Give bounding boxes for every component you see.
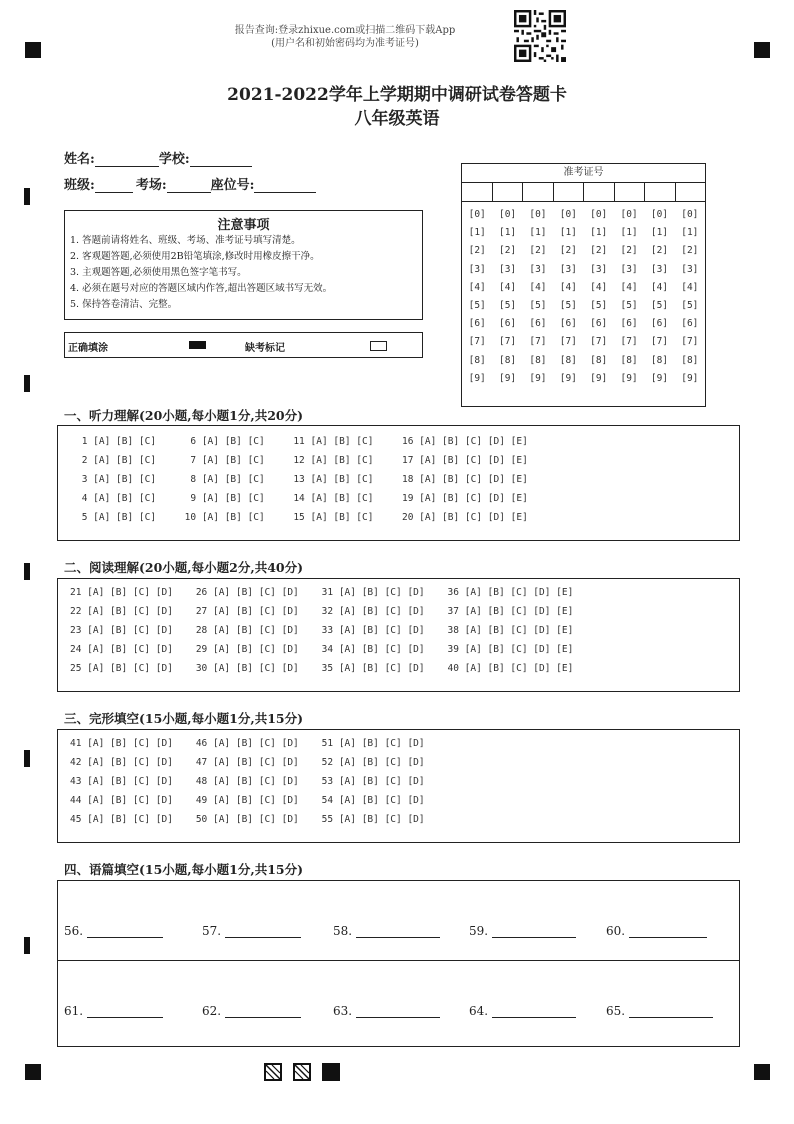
answer-row[interactable]: 44 [A] [B] [C] [D] 49 [A] [B] [C] [D] 54 [A] [B] [C] [D] [70, 795, 425, 806]
question-number: 56. [64, 924, 84, 938]
fill-in-answer-box [57, 880, 740, 1047]
exam-id-bubble[interactable]: [9] [650, 372, 669, 384]
exam-id-column [523, 206, 553, 406]
timing-mark [24, 188, 30, 205]
fill-in-item[interactable] [202, 924, 301, 938]
exam-id-cell[interactable] [615, 183, 646, 201]
question-number: 59. [469, 924, 489, 938]
exam-id-bubble[interactable]: [5] [620, 300, 638, 312]
answer-line[interactable] [87, 1005, 163, 1018]
exam-id-bubble[interactable]: [9] [529, 372, 547, 384]
answer-line[interactable] [225, 925, 301, 938]
fill-in-item[interactable] [469, 924, 576, 938]
exam-id-column [675, 206, 705, 406]
exam-id-bubble[interactable]: [2] [681, 245, 699, 257]
seat-label: 座位号: [210, 178, 255, 193]
exam-id-bubble[interactable]: [7] [650, 336, 669, 348]
section-title-cloze: 三、完形填空(15小题,每小题1分,共15分) [64, 711, 304, 726]
exam-id-bubble[interactable]: [4] [681, 281, 699, 293]
exam-id-cell[interactable] [554, 183, 585, 201]
answer-row[interactable]: 45 [A] [B] [C] [D] 50 [A] [B] [C] [D] 55 [A] [B] [C] [D] [70, 814, 425, 825]
exam-id-cell[interactable] [584, 183, 615, 201]
exam-id-column [644, 206, 674, 406]
answer-row[interactable]: 21 [A] [B] [C] [D] 26 [A] [B] [C] [D] 31 [A] [B] [C] [D] 36 [A] [B] [C] [D] [E] [70, 587, 574, 598]
exam-id-bubble[interactable]: [7] [681, 336, 699, 348]
answer-row[interactable]: 2 [A] [B] [C] 7 [A] [B] [C] 12 [A] [B] [C] 17 [A] [B] [C] [D] [E] [76, 455, 528, 466]
exam-id-bubble[interactable]: [0] [498, 209, 517, 220]
student-info-row2 [64, 174, 316, 193]
answer-row[interactable]: 41 [A] [B] [C] [D] 46 [A] [B] [C] [D] 51 [A] [B] [C] [D] [70, 738, 425, 749]
registration-mark [754, 1064, 770, 1080]
fill-in-divider [57, 960, 740, 961]
exam-id-bubble[interactable]: [8] [468, 354, 486, 366]
exam-id-cell[interactable] [493, 183, 524, 201]
exam-id-bubble[interactable]: [6] [681, 318, 699, 330]
school-label: 学校: [158, 152, 190, 167]
page-title: 2021-2022学年上学期期中调研试卷答题卡 [227, 85, 567, 105]
exam-id-column [614, 206, 644, 406]
fill-in-item[interactable] [64, 924, 163, 938]
exam-id-bubble[interactable]: [0] [650, 209, 669, 220]
notice-item: 4. 必须在题号对应的答题区域内作答,超出答题区域书写无效。 [70, 283, 333, 294]
report-query-line1: 报告查询:登录zhixue.com或扫描二维码下载App [234, 25, 456, 36]
exam-id-bubbles [462, 202, 705, 406]
exam-id-bubble[interactable]: [9] [620, 372, 638, 384]
exam-id-bubble[interactable]: [7] [529, 336, 547, 348]
section-title-reading: 二、阅读理解(20小题,每小题2分,共40分) [64, 560, 304, 575]
seat-field[interactable] [254, 179, 316, 193]
notice-item: 2. 客观题答题,必须使用2B铅笔填涂,修改时用橡皮擦干净。 [70, 251, 320, 262]
answer-row[interactable]: 3 [A] [B] [C] 8 [A] [B] [C] 13 [A] [B] [C] 18 [A] [B] [C] [D] [E] [76, 474, 528, 485]
exam-id-write-cells [462, 183, 705, 202]
exam-id-bubble[interactable]: [0] [620, 209, 638, 220]
correct-fill-sample [189, 341, 206, 349]
answer-line[interactable] [356, 1005, 440, 1018]
question-number: 58. [333, 924, 353, 938]
fill-in-item[interactable] [333, 1004, 440, 1018]
timing-mark [24, 937, 30, 954]
exam-id-column [553, 206, 583, 406]
exam-id-bubble[interactable]: [3] [650, 263, 669, 275]
exam-room-label: 考场: [135, 178, 167, 193]
exam-id-bubble[interactable]: [6] [590, 318, 608, 330]
exam-id-bubble[interactable]: [9] [559, 372, 577, 384]
fill-legend [64, 332, 423, 358]
exam-id-table [461, 163, 706, 407]
exam-id-bubble[interactable]: [2] [559, 245, 577, 257]
absent-mark-checkbox[interactable] [370, 341, 387, 351]
notice-title: 注意事项 [217, 218, 270, 233]
exam-id-bubble[interactable]: [8] [498, 354, 517, 366]
exam-id-bubble[interactable]: [0] [529, 209, 547, 220]
fill-in-item[interactable] [202, 1004, 301, 1018]
exam-id-bubble[interactable]: [0] [590, 209, 608, 220]
exam-id-bubble[interactable]: [4] [590, 281, 608, 293]
exam-id-bubble[interactable]: [2] [590, 245, 608, 257]
exam-id-bubble[interactable]: [1] [681, 227, 699, 239]
exam-id-bubble[interactable]: [6] [529, 318, 547, 330]
qr-code-icon [514, 10, 566, 62]
notice-item: 3. 主观题答题,必须使用黑色签字笔书写。 [70, 267, 247, 278]
registration-mark [25, 1064, 41, 1080]
exam-id-bubble[interactable]: [3] [681, 263, 699, 275]
answer-row[interactable]: 23 [A] [B] [C] [D] 28 [A] [B] [C] [D] 33 [A] [B] [C] [D] 38 [A] [B] [C] [D] [E] [70, 625, 574, 636]
exam-id-bubble[interactable]: [3] [468, 263, 486, 275]
school-field[interactable] [190, 153, 252, 167]
exam-id-bubble[interactable]: [1] [559, 227, 577, 239]
exam-id-label: 准考证号 [462, 164, 705, 183]
exam-id-bubble[interactable]: [3] [559, 263, 577, 275]
exam-id-bubble[interactable]: [3] [620, 263, 638, 275]
exam-id-bubble[interactable]: [5] [559, 300, 577, 312]
answer-row[interactable]: 1 [A] [B] [C] 6 [A] [B] [C] 11 [A] [B] [C] 16 [A] [B] [C] [D] [E] [76, 436, 528, 447]
exam-id-bubble[interactable]: [1] [468, 227, 486, 239]
answer-row[interactable]: 4 [A] [B] [C] 9 [A] [B] [C] 14 [A] [B] [C] 19 [A] [B] [C] [D] [E] [76, 493, 528, 504]
exam-id-bubble[interactable]: [8] [650, 354, 669, 366]
answer-line[interactable] [356, 925, 440, 938]
exam-id-bubble[interactable]: [5] [590, 300, 608, 312]
answer-line[interactable] [492, 1005, 576, 1018]
notice-box [64, 210, 423, 320]
page-code-hatched-icon [264, 1063, 282, 1081]
fill-in-item[interactable] [606, 1004, 713, 1018]
exam-id-bubble[interactable]: [5] [681, 300, 699, 312]
exam-id-bubble[interactable]: [8] [529, 354, 547, 366]
registration-mark [754, 42, 770, 58]
student-info-row1 [64, 148, 252, 167]
exam-id-bubble[interactable]: [6] [468, 318, 486, 330]
exam-id-column [584, 206, 614, 406]
exam-id-column [462, 206, 492, 406]
question-number: 63. [333, 1004, 353, 1018]
exam-id-bubble[interactable]: [2] [468, 245, 486, 257]
exam-id-bubble[interactable]: [8] [620, 354, 638, 366]
answer-line[interactable] [225, 1005, 301, 1018]
exam-id-bubble[interactable]: [4] [559, 281, 577, 293]
question-number: 61. [64, 1004, 84, 1018]
answer-line[interactable] [492, 925, 576, 938]
exam-id-bubble[interactable]: [1] [650, 227, 669, 239]
answer-line[interactable] [87, 925, 163, 938]
exam-id-bubble[interactable]: [9] [681, 372, 699, 384]
page-subtitle: 八年级英语 [354, 109, 440, 129]
exam-id-bubble[interactable]: [7] [559, 336, 577, 348]
exam-id-bubble[interactable]: [7] [590, 336, 608, 348]
exam-id-bubble[interactable]: [2] [498, 245, 517, 257]
exam-id-bubble[interactable]: [3] [590, 263, 608, 275]
exam-id-bubble[interactable]: [2] [529, 245, 547, 257]
page-code-solid-mark [322, 1063, 340, 1081]
exam-id-bubble[interactable]: [4] [498, 281, 517, 293]
answer-row[interactable]: 25 [A] [B] [C] [D] 30 [A] [B] [C] [D] 35 [A] [B] [C] [D] 40 [A] [B] [C] [D] [E] [70, 663, 574, 674]
exam-id-bubble[interactable]: [9] [590, 372, 608, 384]
fill-in-item[interactable] [606, 924, 707, 938]
fill-in-item[interactable] [469, 1004, 576, 1018]
exam-id-bubble[interactable]: [5] [650, 300, 669, 312]
question-number: 64. [469, 1004, 489, 1018]
exam-id-bubble[interactable]: [9] [498, 372, 517, 384]
exam-id-bubble[interactable]: [4] [468, 281, 486, 293]
section-title-listening: 一、听力理解(20小题,每小题1分,共20分) [64, 408, 304, 423]
report-query-line2: (用户名和初始密码均为准考证号) [271, 38, 419, 49]
exam-id-bubble[interactable]: [3] [498, 263, 517, 275]
exam-id-cell[interactable] [523, 183, 554, 201]
timing-mark [24, 750, 30, 767]
fill-in-item[interactable] [64, 1004, 163, 1018]
fill-in-item[interactable] [333, 924, 440, 938]
exam-id-bubble[interactable]: [7] [620, 336, 638, 348]
timing-mark [24, 375, 30, 392]
registration-mark [25, 42, 41, 58]
question-number: 57. [202, 924, 222, 938]
exam-id-bubble[interactable]: [4] [650, 281, 669, 293]
page-code-hatched-icon [293, 1063, 311, 1081]
exam-id-bubble[interactable]: [7] [468, 336, 486, 348]
exam-id-bubble[interactable]: [1] [498, 227, 517, 239]
exam-id-cell[interactable] [645, 183, 676, 201]
exam-id-bubble[interactable]: [1] [620, 227, 638, 239]
report-query-info [200, 24, 490, 50]
exam-id-bubble[interactable]: [6] [620, 318, 638, 330]
class-label: 班级: [64, 178, 95, 193]
exam-room-field[interactable] [167, 179, 211, 193]
exam-id-bubble[interactable]: [8] [681, 354, 699, 366]
exam-id-bubble[interactable]: [2] [620, 245, 638, 257]
notice-item: 5. 保持答卷清洁、完整。 [70, 299, 178, 310]
exam-id-bubble[interactable]: [8] [559, 354, 577, 366]
section-title-fill-in: 四、语篇填空(15小题,每小题1分,共15分) [64, 862, 304, 877]
exam-id-bubble[interactable]: [6] [498, 318, 517, 330]
answer-row[interactable]: 22 [A] [B] [C] [D] 27 [A] [B] [C] [D] 32 [A] [B] [C] [D] 37 [A] [B] [C] [D] [E] [70, 606, 574, 617]
exam-id-bubble[interactable]: [1] [590, 227, 608, 239]
exam-id-bubble[interactable]: [8] [590, 354, 608, 366]
question-number: 65. [606, 1004, 626, 1018]
answer-row[interactable]: 42 [A] [B] [C] [D] 47 [A] [B] [C] [D] 52 [A] [B] [C] [D] [70, 757, 425, 768]
exam-id-bubble[interactable]: [5] [468, 300, 486, 312]
correct-fill-label: 正确填涂 [68, 343, 108, 354]
exam-id-bubble[interactable]: [1] [529, 227, 547, 239]
exam-id-bubble[interactable]: [4] [620, 281, 638, 293]
answer-row[interactable]: 5 [A] [B] [C] 10 [A] [B] [C] 15 [A] [B] [C] 20 [A] [B] [C] [D] [E] [76, 512, 528, 523]
timing-mark [24, 563, 30, 580]
name-field[interactable] [95, 153, 159, 167]
question-number: 62. [202, 1004, 222, 1018]
question-number: 60. [606, 924, 626, 938]
exam-id-bubble[interactable]: [5] [529, 300, 547, 312]
absent-mark-label: 缺考标记 [245, 343, 285, 354]
exam-id-bubble[interactable]: [4] [529, 281, 547, 293]
exam-id-cell[interactable] [676, 183, 706, 201]
exam-id-bubble[interactable]: [6] [559, 318, 577, 330]
notice-item: 1. 答题前请将姓名、班级、考场、准考证号填写清楚。 [70, 235, 301, 246]
exam-id-column [492, 206, 522, 406]
class-field[interactable] [95, 179, 133, 193]
answer-row[interactable]: 24 [A] [B] [C] [D] 29 [A] [B] [C] [D] 34 [A] [B] [C] [D] 39 [A] [B] [C] [D] [E] [70, 644, 574, 655]
exam-id-bubble[interactable]: [2] [650, 245, 669, 257]
exam-id-bubble[interactable]: [9] [468, 372, 486, 384]
answer-line[interactable] [629, 925, 707, 938]
exam-id-cell[interactable] [462, 183, 493, 201]
exam-id-bubble[interactable]: [0] [559, 209, 577, 220]
exam-id-bubble[interactable]: [6] [650, 318, 669, 330]
exam-id-bubble[interactable]: [0] [468, 209, 486, 220]
exam-id-bubble[interactable]: [3] [529, 263, 547, 275]
exam-id-bubble[interactable]: [0] [681, 209, 699, 220]
answer-row[interactable]: 43 [A] [B] [C] [D] 48 [A] [B] [C] [D] 53 [A] [B] [C] [D] [70, 776, 425, 787]
answer-line[interactable] [629, 1005, 713, 1018]
exam-id-bubble[interactable]: [5] [498, 300, 517, 312]
name-label: 姓名: [64, 152, 95, 167]
exam-id-bubble[interactable]: [7] [498, 336, 517, 348]
